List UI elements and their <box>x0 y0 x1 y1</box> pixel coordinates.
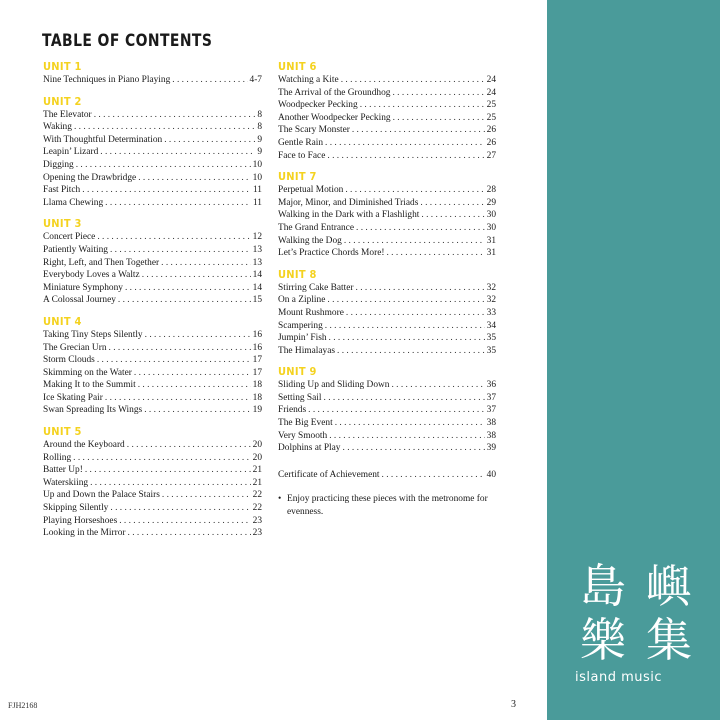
toc-entry <box>278 124 496 137</box>
unit-spacer <box>43 417 262 425</box>
toc-entry-page: 39 <box>486 443 496 454</box>
toc-entry <box>43 452 262 465</box>
dot-leader <box>329 430 484 443</box>
toc-entry-title: Friends <box>278 405 307 416</box>
toc-entry-title: Skimming on the Water <box>43 367 132 378</box>
toc-entry-page: 14 <box>252 282 262 293</box>
toc-entry-page: 22 <box>252 503 262 514</box>
toc-entry-page: 30 <box>486 210 496 221</box>
unit-spacer <box>278 162 496 170</box>
toc-entry-page: 18 <box>252 392 262 403</box>
dot-leader <box>127 439 251 452</box>
toc-entry-title: Jumpin’ Fish <box>278 333 327 344</box>
toc-entry-page: 20 <box>252 452 262 463</box>
toc-entry-page: 21 <box>252 477 262 488</box>
toc-entry-title: Ice Skating Pair <box>43 392 103 403</box>
toc-entry-title: Concert Piece <box>43 232 96 243</box>
dot-leader <box>325 137 485 150</box>
toc-entry-page: 24 <box>486 87 496 98</box>
dot-leader <box>392 87 484 100</box>
dot-leader <box>125 282 251 295</box>
dot-leader <box>85 464 251 477</box>
toc-entry-page: 10 <box>252 159 262 170</box>
dot-leader <box>90 477 251 490</box>
toc-entry-title: A Colossal Journey <box>43 295 116 306</box>
toc-entry-title: Making It to the Summit <box>43 380 136 391</box>
toc-entry-title: Watching a Kite <box>278 75 339 85</box>
toc-entry-page: 15 <box>252 295 262 306</box>
dot-leader <box>327 294 484 307</box>
dot-leader <box>118 294 251 307</box>
toc-entry-title: The Big Event <box>278 418 333 429</box>
toc-entry <box>43 439 262 452</box>
toc-entry-title: Walking the Dog <box>278 235 342 246</box>
toc-entry-page: 40 <box>486 469 496 480</box>
toc-entry-title: Looking in the Mirror <box>43 528 126 539</box>
dot-leader <box>386 247 484 260</box>
dot-leader <box>161 257 250 270</box>
toc-entry-page: 21 <box>252 465 262 476</box>
toc-entry <box>43 502 262 515</box>
logo-char: 島 <box>580 559 626 613</box>
toc-entry-page: 4-7 <box>249 75 262 85</box>
unit-heading: UNIT 1 <box>43 60 82 73</box>
toc-entry <box>43 134 262 147</box>
dot-leader <box>421 209 484 222</box>
toc-entry-page: 23 <box>252 515 262 526</box>
toc-entry-title: Perpetual Motion <box>278 185 344 196</box>
dot-leader <box>94 109 256 122</box>
dot-leader <box>100 146 255 159</box>
toc-entry-title: Skipping Silently <box>43 503 109 514</box>
toc-entry-title: Right, Left, and Then Together <box>43 257 160 268</box>
toc-entry-page: 35 <box>486 333 496 344</box>
dot-leader <box>138 172 250 185</box>
dot-leader <box>138 379 251 392</box>
toc-entry <box>278 222 496 235</box>
toc-entry <box>43 342 262 355</box>
dot-leader <box>343 442 485 455</box>
toc-entry <box>278 379 496 392</box>
dot-leader <box>97 354 251 367</box>
dot-leader <box>162 489 251 502</box>
toc-entry-page: 25 <box>486 100 496 111</box>
page-number: 3 <box>511 699 516 710</box>
toc-entry-page: 37 <box>486 405 496 416</box>
dot-leader <box>82 184 251 197</box>
toc-entry-title: Opening the Drawbridge <box>43 172 137 183</box>
dot-leader <box>119 515 250 528</box>
toc-entry-page: 17 <box>252 355 262 366</box>
unit-heading: UNIT 2 <box>43 94 82 108</box>
logo-char: 集 <box>646 613 692 667</box>
toc-entry-page: 11 <box>252 185 262 196</box>
dot-leader <box>308 404 485 417</box>
unit-heading: UNIT 4 <box>43 314 82 328</box>
toc-entry <box>278 235 496 248</box>
toc-entry-title: Swan Spreading Its Wings <box>43 405 143 416</box>
toc-entry-title: Sliding Up and Sliding Down <box>278 380 390 391</box>
toc-entry <box>43 464 262 477</box>
toc-entry <box>43 184 262 197</box>
toc-entry <box>43 527 262 540</box>
toc-entry-title: Nine Techniques in Piano Playing <box>43 75 171 85</box>
toc-entry <box>43 404 262 417</box>
toc-entry <box>278 137 496 150</box>
toc-entry-title: Walking in the Dark with a Flashlight <box>278 210 420 221</box>
toc-entry-title: Everybody Loves a Waltz <box>43 270 140 281</box>
toc-entry <box>278 99 496 112</box>
unit-heading: UNIT 5 <box>43 425 82 439</box>
dot-leader <box>352 124 485 137</box>
dot-leader <box>145 329 251 342</box>
dot-leader <box>109 342 251 355</box>
toc-entry <box>43 146 262 159</box>
toc-entry-title: On a Zipline <box>278 295 326 306</box>
toc-entry <box>43 379 262 392</box>
toc-entry-page: 16 <box>252 329 262 340</box>
toc-entry-page: 29 <box>486 197 496 208</box>
toc-entry <box>43 392 262 405</box>
dot-leader <box>324 392 485 405</box>
toc-entry-title: Miniature Symphony <box>43 282 123 293</box>
unit-heading: UNIT 7 <box>278 170 317 184</box>
toc-entry-title: Taking Tiny Steps Silently <box>43 329 143 340</box>
toc-entry-title: Very Smooth <box>278 430 328 441</box>
logo-subtitle: island music <box>575 670 663 685</box>
dot-leader <box>142 269 251 282</box>
toc-entry-page: 25 <box>486 112 496 123</box>
toc-entry <box>43 329 262 342</box>
toc-entry-title: Waking <box>43 122 72 133</box>
toc-entry-page: 8 <box>257 122 262 133</box>
metronome-note <box>278 493 496 518</box>
toc-entry <box>43 159 262 172</box>
toc-entry-title: Llama Chewing <box>43 197 104 208</box>
toc-entry-page: 30 <box>486 222 496 233</box>
toc-entry-page: 10 <box>252 172 262 183</box>
toc-entry <box>278 332 496 345</box>
unit-heading: UNIT 3 <box>43 217 82 231</box>
dot-leader <box>420 197 484 210</box>
toc-entry-page: 38 <box>486 418 496 429</box>
toc-entry-page: 35 <box>486 345 496 356</box>
toc-entry-page: 26 <box>486 125 496 136</box>
dot-leader <box>74 121 255 134</box>
toc-entry <box>43 489 262 502</box>
toc-entry-title: The Elevator <box>43 109 92 120</box>
toc-entry-page: 27 <box>486 150 496 161</box>
dot-leader <box>128 527 251 540</box>
dot-leader <box>393 112 485 125</box>
toc-entry <box>278 307 496 320</box>
toc-entry-page: 32 <box>486 282 496 293</box>
toc-entry <box>278 247 496 260</box>
note-text: Enjoy practicing these pieces with the metronome for evenness. <box>287 494 488 518</box>
toc-entry <box>43 231 262 244</box>
dot-leader <box>391 379 484 392</box>
dot-leader <box>97 231 250 244</box>
dot-leader <box>327 150 484 163</box>
toc-entry <box>278 282 496 295</box>
page-title: TABLE OF CONTENTS <box>42 31 213 51</box>
logo-char: 樂 <box>580 613 626 667</box>
toc-entry-title: Face to Face <box>278 150 326 161</box>
toc-entry-page: 37 <box>486 392 496 403</box>
toc-entry-title: Woodpecker Pecking <box>278 100 358 111</box>
dot-leader <box>110 244 251 257</box>
toc-entry <box>43 354 262 367</box>
toc-entry-page: 11 <box>252 197 262 208</box>
dot-leader <box>337 345 485 358</box>
toc-entry-title: Let’s Practice Chords More! <box>278 248 385 259</box>
island-music-logo <box>573 560 703 685</box>
toc-entry-page: 34 <box>486 320 496 331</box>
toc-entry <box>278 392 496 405</box>
dot-leader <box>164 134 255 147</box>
toc-entry-page: 13 <box>252 257 262 268</box>
toc-entry-page: 17 <box>252 367 262 378</box>
toc-entry-page: 31 <box>486 248 496 259</box>
toc-entry <box>278 442 496 455</box>
toc-entry <box>278 150 496 163</box>
toc-entry-title: Major, Minor, and Diminished Triads <box>278 197 419 208</box>
toc-entry <box>278 74 496 87</box>
toc-entry <box>43 244 262 257</box>
toc-entry <box>43 294 262 307</box>
toc-entry-title: The Himalayas <box>278 345 336 356</box>
toc-entry <box>43 367 262 380</box>
dot-leader <box>110 502 250 515</box>
toc-entry-title: Gentle Rain <box>278 137 324 148</box>
toc-entry-title: Patiently Waiting <box>43 244 108 255</box>
toc-entry-title: With Thoughtful Determination <box>43 134 163 145</box>
toc-entry-page: 36 <box>486 380 496 391</box>
toc-entry <box>278 184 496 197</box>
toc-entry <box>43 74 262 87</box>
unit-spacer <box>278 260 496 268</box>
dot-leader <box>73 452 250 465</box>
dot-leader <box>105 197 251 210</box>
toc-entry-title: The Scary Monster <box>278 125 350 136</box>
dot-leader <box>360 99 485 112</box>
unit-spacer <box>43 87 262 95</box>
dot-leader <box>356 222 485 235</box>
dot-leader <box>341 74 485 87</box>
toc-column-right <box>278 60 496 519</box>
toc-entry <box>43 109 262 122</box>
toc-entry <box>278 417 496 430</box>
toc-entry <box>278 112 496 125</box>
toc-entry-title: The Grand Entrance <box>278 222 355 233</box>
toc-entry-page: 14 <box>252 270 262 281</box>
dot-leader <box>335 417 485 430</box>
toc-entry-page: 9 <box>257 134 262 145</box>
toc-entry-title: Leapin’ Lizard <box>43 147 99 158</box>
dot-leader <box>76 159 251 172</box>
toc-entry-title: Batter Up! <box>43 465 83 476</box>
toc-entry-title: Stirring Cake Batter <box>278 282 354 293</box>
toc-entry <box>278 404 496 417</box>
unit-heading: UNIT 6 <box>278 60 317 73</box>
toc-entry-title: Around the Keyboard <box>43 440 125 451</box>
toc-entry <box>278 197 496 210</box>
toc-entry-title: Digging <box>43 159 74 170</box>
logo-char: 嶼 <box>646 559 692 613</box>
unit-spacer <box>43 209 262 217</box>
dot-leader <box>345 184 484 197</box>
toc-entry-page: 18 <box>252 380 262 391</box>
toc-entry <box>43 197 262 210</box>
toc-entry <box>278 294 496 307</box>
toc-entry-title: Fast Pitch <box>43 185 81 196</box>
toc-entry <box>278 430 496 443</box>
certificate-entry <box>278 469 496 482</box>
toc-entry-page: 9 <box>257 147 262 158</box>
toc-entry-title: Mount Rushmore <box>278 307 344 318</box>
toc-entry-page: 38 <box>486 430 496 441</box>
dot-leader <box>144 404 250 417</box>
bullet-icon: • <box>278 494 282 505</box>
toc-entry-page: 22 <box>252 490 262 501</box>
dot-leader <box>356 282 485 295</box>
dot-leader <box>329 332 485 345</box>
toc-entry-title: Playing Horseshoes <box>43 515 118 526</box>
unit-spacer <box>43 307 262 315</box>
dot-leader <box>172 74 247 87</box>
toc-entry-title: The Arrival of the Groundhog <box>278 87 391 98</box>
toc-entry-page: 26 <box>486 137 496 148</box>
toc-entry-title: Another Woodpecker Pecking <box>278 112 391 123</box>
toc-entry-title: Scampering <box>278 320 323 331</box>
dot-leader <box>382 469 485 482</box>
section-spacer <box>278 455 496 469</box>
toc-entry-page: 33 <box>486 307 496 318</box>
toc-entry-page: 12 <box>252 232 262 243</box>
toc-entry-page: 20 <box>252 440 262 451</box>
dot-leader <box>105 392 251 405</box>
toc-entry-page: 19 <box>252 405 262 416</box>
toc-entry <box>43 269 262 282</box>
unit-heading: UNIT 9 <box>278 365 317 379</box>
toc-entry <box>43 172 262 185</box>
toc-entry-page: 13 <box>252 244 262 255</box>
dot-leader <box>325 320 485 333</box>
toc-entry <box>43 121 262 134</box>
unit-heading: UNIT 8 <box>278 267 317 281</box>
toc-entry-title: Certificate of Achievement <box>278 469 380 480</box>
toc-entry-title: Up and Down the Palace Stairs <box>43 490 160 501</box>
toc-entry-page: 24 <box>486 75 496 85</box>
toc-entry <box>278 345 496 358</box>
toc-entry <box>43 477 262 490</box>
toc-entry <box>278 209 496 222</box>
toc-entry-title: Waterskiing <box>43 477 89 488</box>
toc-entry-title: Dolphins at Play <box>278 443 341 454</box>
footer-code: FJH2168 <box>8 701 38 710</box>
toc-entry-page: 16 <box>252 342 262 353</box>
toc-entry-title: Rolling <box>43 452 72 463</box>
toc-entry <box>43 515 262 528</box>
toc-entry-page: 8 <box>257 109 262 120</box>
toc-column-left <box>43 60 262 540</box>
toc-entry-title: Setting Sail <box>278 392 322 403</box>
dot-leader <box>344 235 485 248</box>
unit-spacer <box>278 357 496 365</box>
toc-entry-page: 31 <box>486 235 496 246</box>
dot-leader <box>134 367 251 380</box>
toc-entry-title: The Grecian Urn <box>43 342 107 353</box>
toc-entry-title: Storm Clouds <box>43 355 95 366</box>
toc-entry <box>278 87 496 100</box>
toc-entry-page: 32 <box>486 295 496 306</box>
toc-entry-page: 28 <box>486 185 496 196</box>
toc-entry <box>43 282 262 295</box>
toc-entry <box>278 320 496 333</box>
dot-leader <box>346 307 485 320</box>
toc-entry <box>43 257 262 270</box>
toc-entry-page: 23 <box>252 528 262 539</box>
